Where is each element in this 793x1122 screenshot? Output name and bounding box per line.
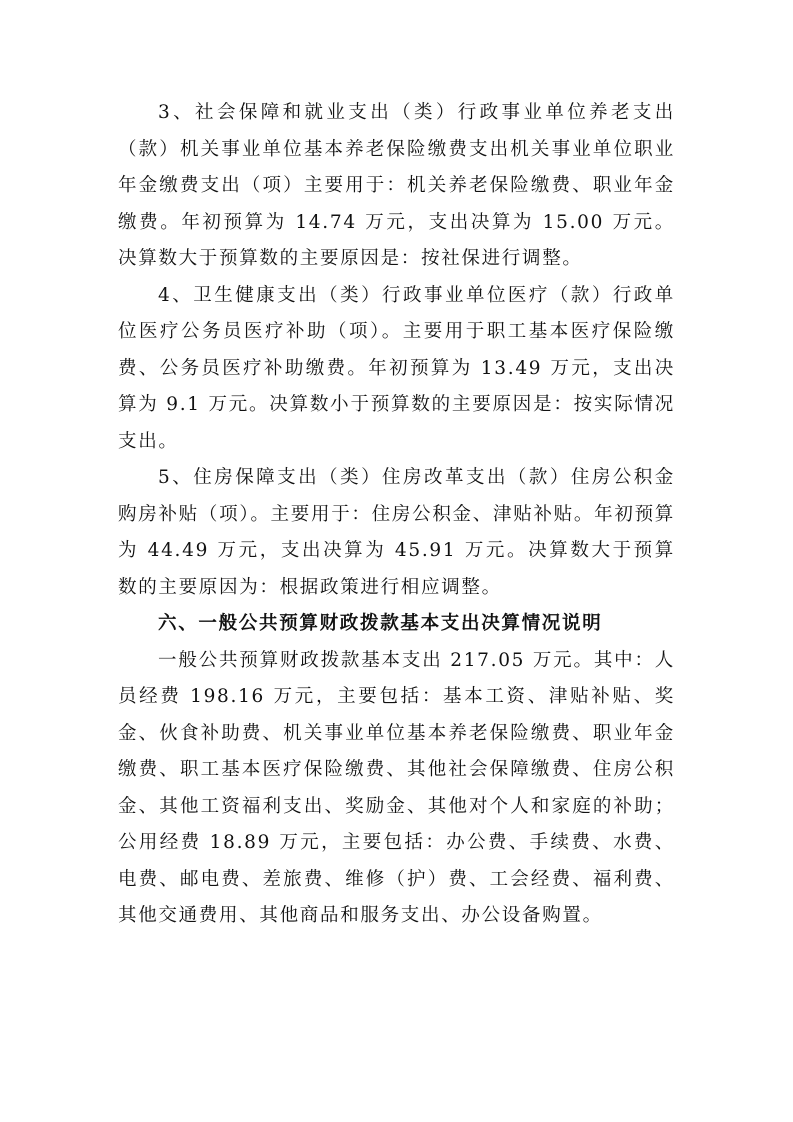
paragraph-health: 4、卫生健康支出（类）行政事业单位医疗（款）行政单位医疗公务员医疗补助（项）。主要用于职工基本医疗保险缴费、公务员医疗补助缴费。年初预算为 13.49 万元，支出决算为 9.1 万元。决算数小于预算数的主要原因是：按实际情况支出。 bbox=[118, 284, 675, 452]
paragraph-social-security: 3、社会保障和就业支出（类）行政事业单位养老支出（款）机关事业单位基本养老保险缴费支出机关事业单位职业年金缴费支出（项）主要用于：机关养老保险缴费、职业年金缴费。年初预算为 14.74 万元，支出决算为 15.00 万元。决算数大于预算数的主要原因是：按社保进行调整。 bbox=[118, 102, 675, 269]
paragraph-housing: 5、住房保障支出（类）住房改革支出（款）住房公积金购房补贴（项）。主要用于：住房公积金、津贴补贴。年初预算为 44.49 万元，支出决算为 45.91 万元。决算数大于预算数的主要原因为：根据政策进行相应调整。 bbox=[118, 467, 675, 598]
section-heading: 六、一般公共预算财政拨款基本支出决算情况说明 bbox=[158, 613, 603, 634]
paragraph-basic-expenditure: 一般公共预算财政拨款基本支出 217.05 万元。其中：人员经费 198.16 万元，主要包括：基本工资、津贴补贴、奖金、伙食补助费、机关事业单位基本养老保险缴费、职业年金缴费、职工基本医疗保险缴费、其他社会保障缴费、住房公积金、其他工资福利支出、奖励金、其他对个人和家庭的补助；公用经费 18.89 万元，主要包括：办公费、手续费、水费、电费、邮电费、差旅费、维修（护）费、工会经费、福利费、其他交通费用、其他商品和服务支出、办公设备购置。 bbox=[118, 649, 675, 926]
